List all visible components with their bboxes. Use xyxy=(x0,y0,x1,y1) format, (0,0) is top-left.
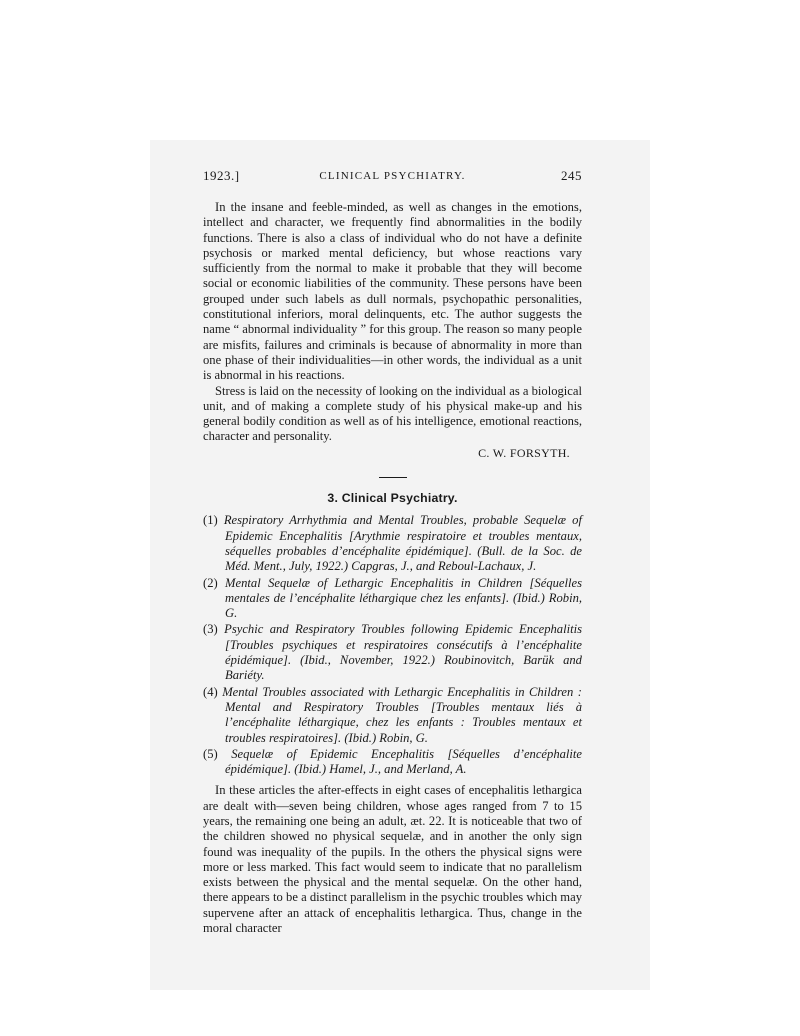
reference-authors: Robin, G. xyxy=(225,590,583,621)
reference-source: (Bull. de la Soc. de Méd. Ment., July, 1922.) xyxy=(225,543,583,574)
reference-authors: Roubinovitch, Barük and Bariéty. xyxy=(225,653,582,683)
reference-source: (Ibid.) xyxy=(294,762,327,777)
reference-item xyxy=(203,576,582,622)
reference-authors: Capgras, J., and Reboul-Lachaux, J. xyxy=(351,559,537,574)
intro-paragraph: In the insane and feeble-minded, as well as changes in the emotions, intellect and character, we frequently find abnormalities in the bodily functions. There is also a class of individual who do not have a definite psychosis or marked mental deficiency, but whose reactions vary sufficiently from the normal to make it probable that they will become social or economic liabilities of the community. These persons have been grouped under such labels as dull normals, psychopathic personalities, constitutional inferiors, moral delinquents, etc. The author suggests the name “ abnormal individuality ” for this group. The reason so many people are misfits, failures and criminals is because of abnormality in more than one phase of their individualities—in other words, the individual as a unit is abnormal in his reactions. xyxy=(203,200,582,383)
reference-number: (4) xyxy=(203,684,218,699)
reference-source: (Ibid.) xyxy=(513,590,545,605)
reference-number: (3) xyxy=(203,622,218,637)
reference-title: Sequelæ of Epidemic Encephalitis [Séquelles d’encéphalite épidémique]. xyxy=(225,746,583,777)
reference-list xyxy=(203,513,582,777)
reference-source: (Ibid., November, 1922.) xyxy=(300,653,435,668)
page-number: 245 xyxy=(561,168,582,183)
reference-source: (Ibid.) xyxy=(344,730,377,745)
running-header xyxy=(203,168,582,188)
author-signature: C. W. FORSYTH. xyxy=(478,445,570,460)
reference-item xyxy=(203,622,582,683)
reference-number: (1) xyxy=(203,513,218,528)
intro-paragraph: Stress is laid on the necessity of looking on the individual as a biological unit, and of making a complete study of his physical make-up and his general bodily condition as well as of his intelligence, emotional reactions, character and personality. xyxy=(203,383,582,444)
reference-item xyxy=(203,513,582,574)
reference-authors: Hamel, J., and Merland, A. xyxy=(329,762,467,777)
reference-title: Respiratory Arrhythmia and Mental Troubles, probable Sequelæ of Epidemic Encephalitis [Arythmie respiratoire et troubles mentaux, séquelles probables d’encéphalite épidémique]. xyxy=(223,513,582,558)
reference-item xyxy=(203,685,582,746)
reference-title: Mental Sequelæ of Lethargic Encephalitis in Children [Séquelles mentales de l’encéphalite léthargique chez les enfants]. xyxy=(225,575,582,605)
section-divider xyxy=(379,477,407,478)
reference-title: Psychic and Respiratory Troubles following Epidemic Encephalitis [Troubles psychiques et respiratoires consécutifs à l’encéphalite épidémique]. xyxy=(224,622,583,668)
header-year: 1923.] xyxy=(203,168,240,183)
reference-number: (5) xyxy=(203,746,218,761)
page-column xyxy=(203,168,582,936)
header-title: CLINICAL PSYCHIATRY. xyxy=(319,170,466,182)
reference-item xyxy=(203,747,582,778)
section-heading: 3. Clinical Psychiatry. xyxy=(327,491,458,506)
reference-title: Mental Troubles associated with Lethargic Encephalitis in Children : Mental and Respiratory Troubles [Troubles mentaux liés à l’encéphalite léthargique, chez les enfants : Troubles mentaux et troubles respiratoires]. xyxy=(222,684,583,745)
reference-number: (2) xyxy=(203,575,218,590)
reference-authors: Robin, G. xyxy=(379,730,428,745)
body-paragraph: In these articles the after-effects in eight cases of encephalitis lethargica are dealt with—seven being children, whose ages ranged from 7 to 15 years, the remaining one being an adult, æt. 22. It is noticeable that two of the children showed no physical sequelæ, and in another the only sign found was inequality of the pupils. In the others the physical signs were more or less marked. This fact would seem to indicate that no parallelism exists between the physical and the mental sequelæ. On the other hand, there appears to be a distinct parallelism in the psychic troubles which may supervene after an attack of encephalitis lethargica. Thus, change in the moral character xyxy=(203,783,582,936)
